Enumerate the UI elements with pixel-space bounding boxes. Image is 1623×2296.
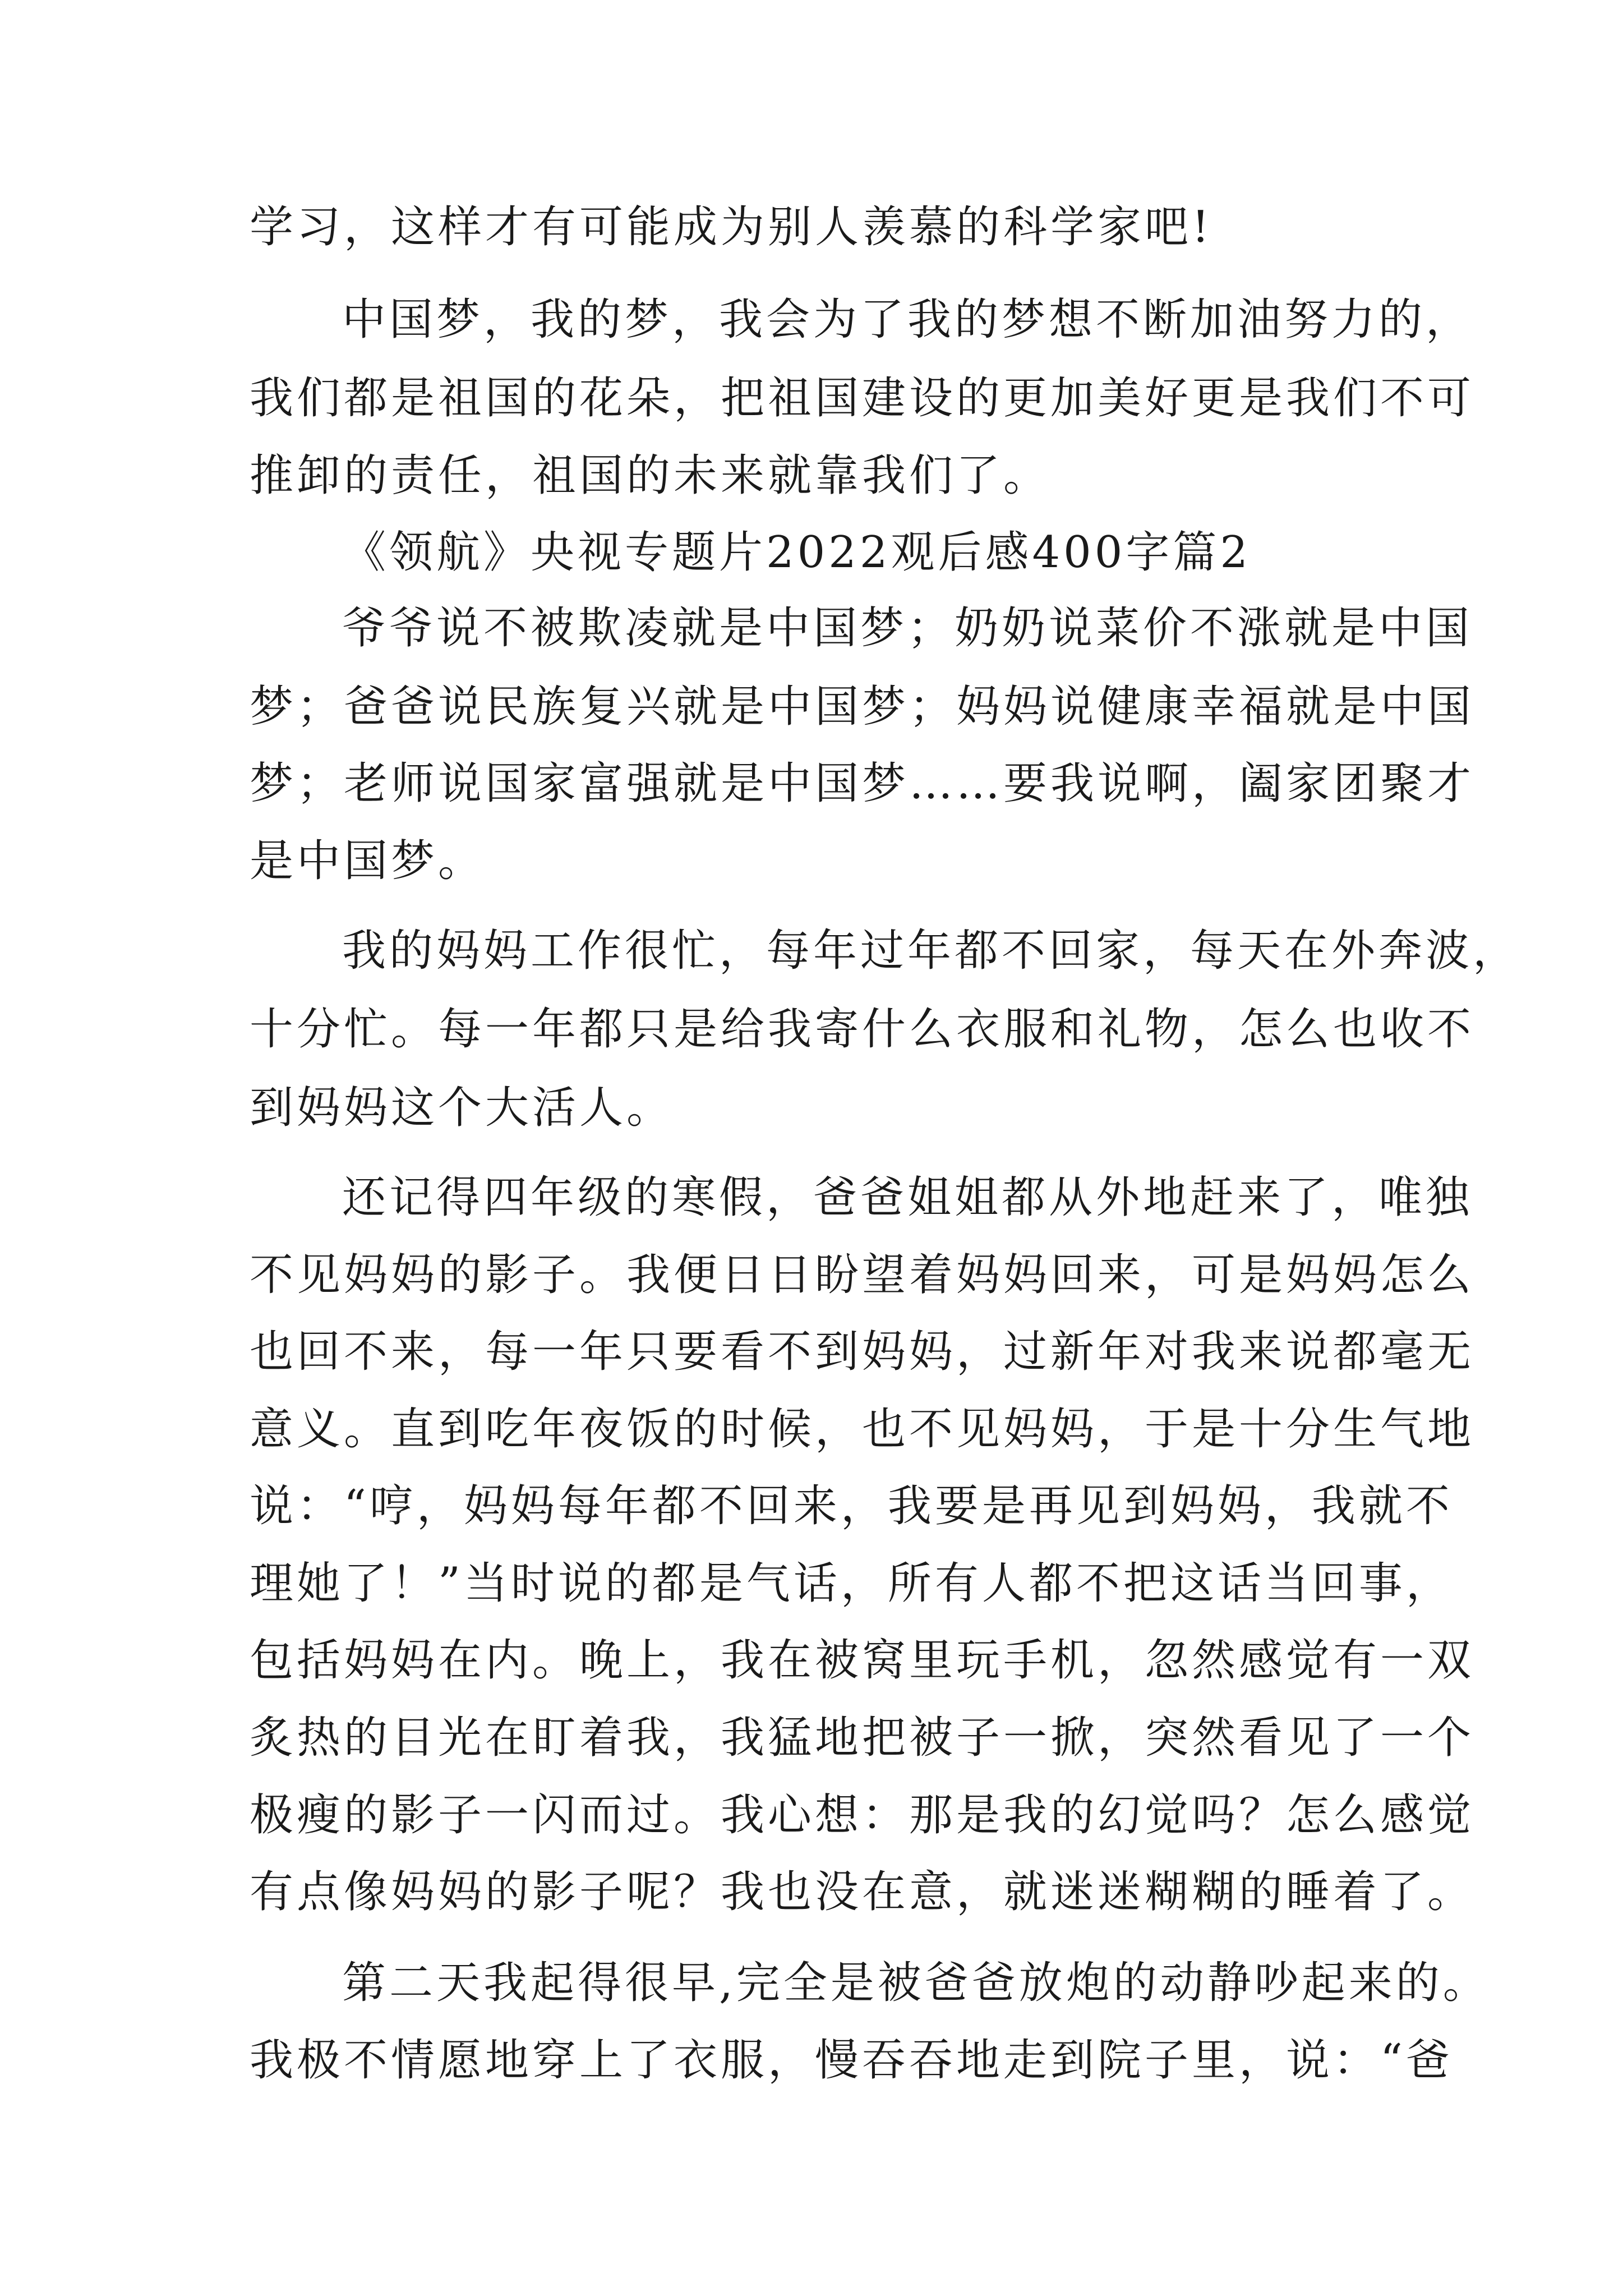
text-line: 极瘦的影子一闪而过。我心想：那是我的幻觉吗？怎么感觉 [250,1790,1475,1841]
section-heading: 《领航》央视专题片2022观后感400字篇2 [342,527,1252,578]
text-line: 也回不来，每一年只要看不到妈妈，过新年对我来说都毫无 [250,1327,1475,1377]
text-line: 有点像妈妈的影子呢？我也没在意，就迷迷糊糊的睡着了。 [250,1867,1475,1917]
text-line: 包括妈妈在内。晚上，我在被窝里玩手机，忽然感觉有一双 [250,1635,1475,1686]
text-line: 推卸的责任，祖国的未来就靠我们了。 [250,450,1051,501]
text-line: 梦；爸爸说民族复兴就是中国梦；妈妈说健康幸福就是中国 [250,682,1475,732]
text-line: 第二天我起得很早,完全是被爸爸放炮的动静吵起来的。 [342,1958,1490,2008]
text-line: 学习，这样才有可能成为别人羡慕的科学家吧! [250,202,1213,252]
text-line: 还记得四年级的寒假，爸爸姐姐都从外地赶来了，唯独 [342,1172,1473,1223]
text-line: 我极不情愿地穿上了衣服，慢吞吞地走到院子里，说：“爸 [250,2035,1453,2086]
text-line: 中国梦，我的梦，我会为了我的梦想不断加油努力的， [342,295,1473,345]
text-line: 我的妈妈工作很忙，每年过年都不回家，每天在外奔波， [342,926,1520,976]
text-line: 到妈妈这个大活人。 [250,1083,674,1133]
text-line: 意义。直到吃年夜饭的时候，也不见妈妈，于是十分生气地 [250,1404,1475,1455]
text-line: 十分忙。每一年都只是给我寄什么衣服和礼物，怎么也收不 [250,1004,1475,1055]
text-line: 是中国梦。 [250,836,486,886]
text-line: 爷爷说不被欺凌就是中国梦；奶奶说菜价不涨就是中国 [342,603,1473,654]
text-line: 炙热的目光在盯着我，我猛地把被子一掀，突然看见了一个 [250,1713,1475,1763]
text-line: 理她了！”当时说的都是气话，所有人都不把这话当回事， [250,1558,1453,1609]
text-line: 不见妈妈的影子。我便日日盼望着妈妈回来，可是妈妈怎么 [250,1250,1475,1300]
text-line: 说：“哼，妈妈每年都不回来，我要是再见到妈妈，我就不 [250,1481,1453,1531]
text-line: 我们都是祖国的花朵，把祖国建设的更加美好更是我们不可 [250,373,1475,424]
text-line: 梦；老师说国家富强就是中国梦……要我说啊，阖家团聚才 [250,758,1475,809]
